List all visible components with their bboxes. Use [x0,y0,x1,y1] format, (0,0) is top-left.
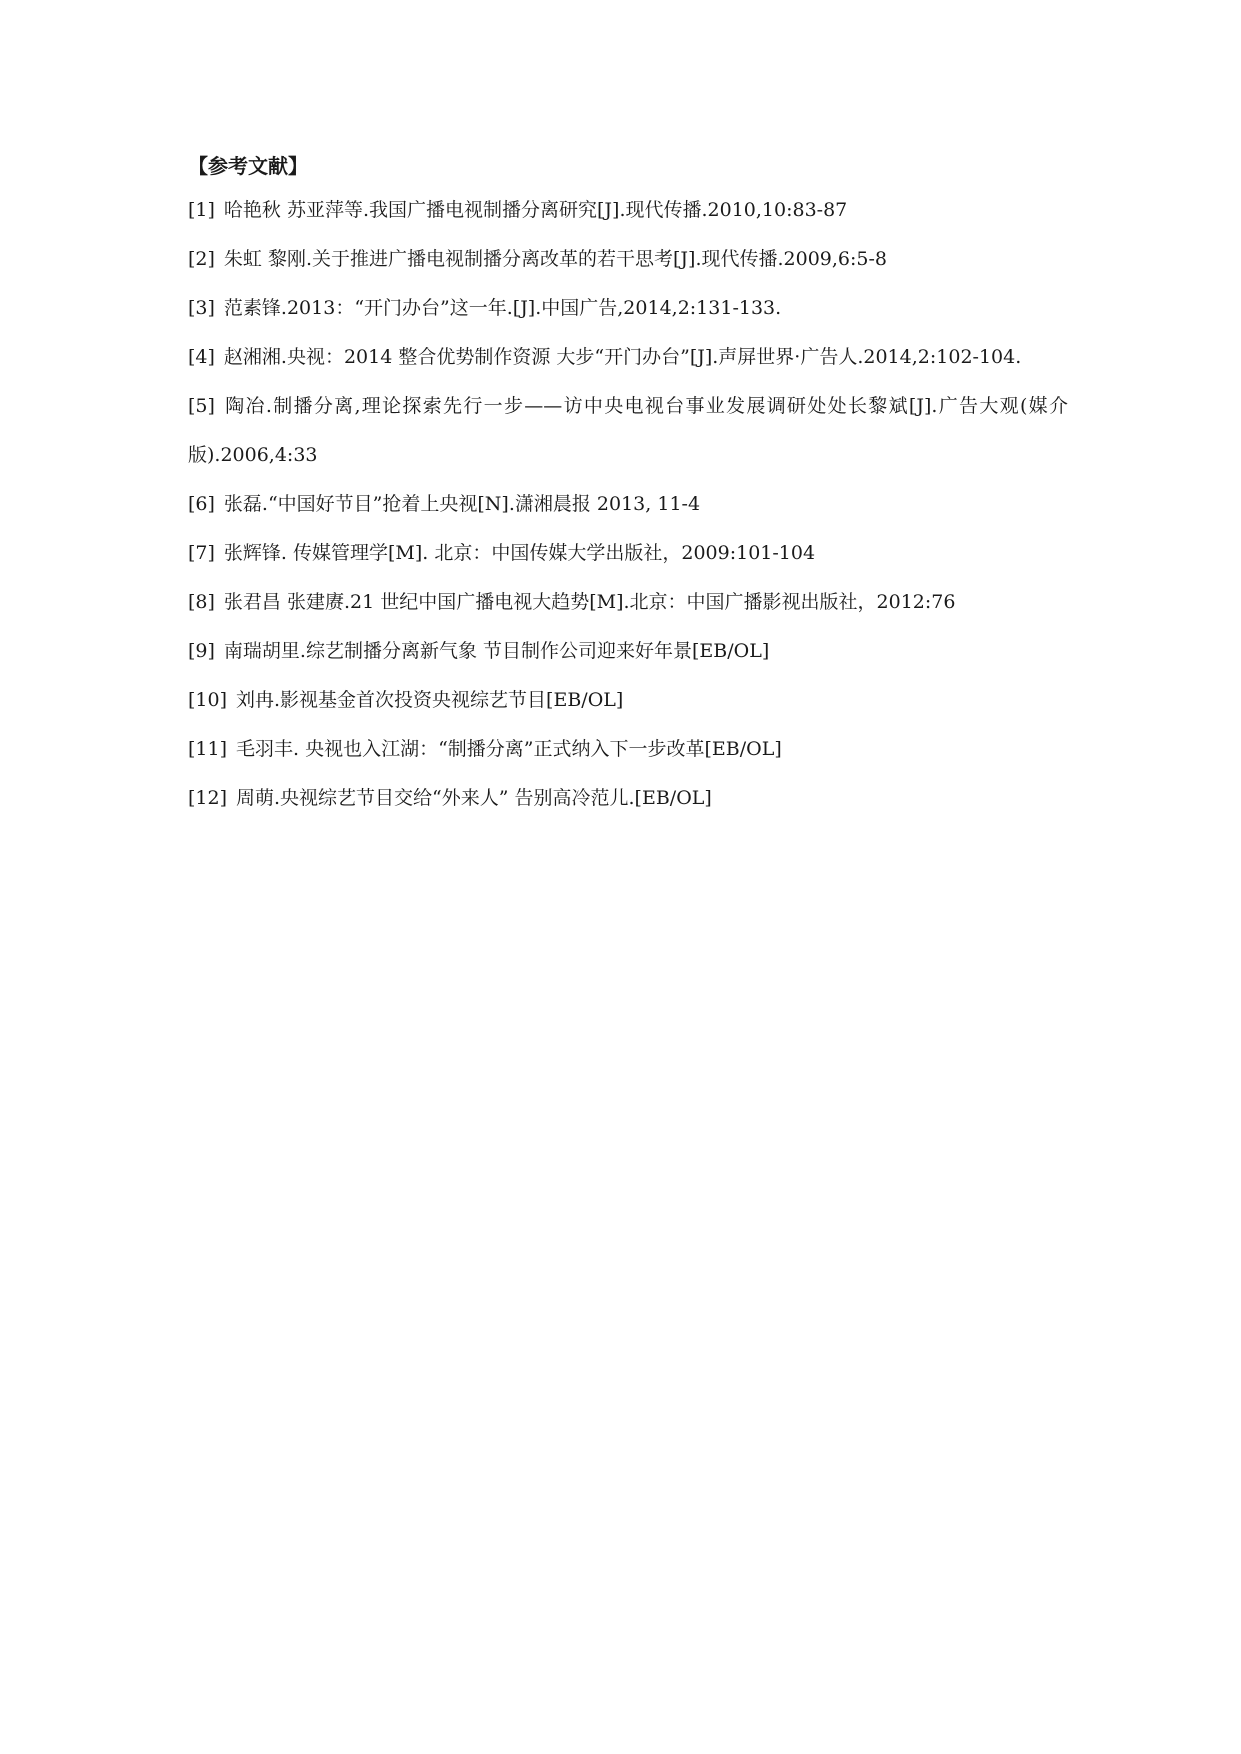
reference-text: 周萌.央视综艺节目交给“外来人” 告别高冷范儿.[EB/OL] [236,787,712,809]
reference-number: [1] [188,199,215,221]
reference-item [188,725,1068,774]
reference-number: [2] [188,248,215,270]
reference-number: [9] [188,640,215,662]
reference-text: 哈艳秋 苏亚萍等.我国广播电视制播分离研究[J].现代传播.2010,10:83-87 [223,199,848,221]
reference-text: 南瑞胡里.综艺制播分离新气象 节目制作公司迎来好年景[EB/OL] [223,640,770,662]
reference-item [188,186,1068,235]
reference-item [188,333,1068,382]
reference-item [188,529,1068,578]
reference-text: 张君昌 张建赓.21 世纪中国广播电视大趋势[M].北京：中国广播影视出版社，2012:76 [223,591,956,613]
reference-number: [3] [188,297,215,319]
reference-item [188,235,1068,284]
reference-text: 陶冶.制播分离,理论探索先行一步——访中央电视台事业发展调研处处长黎斌[J].广告大观(媒介版).2006,4:33 [188,395,1068,466]
reference-text: 赵湘湘.央视：2014 整合优势制作资源 大步“开门办台”[J].声屏世界·广告人.2014,2:102-104. [223,346,1022,368]
reference-text: 朱虹 黎刚.关于推进广播电视制播分离改革的若干思考[J].现代传播.2009,6:5-8 [223,248,888,270]
reference-number: [6] [188,493,215,515]
reference-item [188,578,1068,627]
reference-number: [11] [188,738,228,760]
reference-item [188,676,1068,725]
reference-number: [5] [188,395,215,417]
reference-text: 范素锋.2013：“开门办台”这一年.[J].中国广告,2014,2:131-133. [223,297,782,319]
reference-number: [8] [188,591,215,613]
reference-item [188,382,1068,480]
reference-number: [10] [188,689,228,711]
reference-text: 毛羽丰. 央视也入江湖：“制播分离”正式纳入下一步改革[EB/OL] [236,738,782,760]
reference-text: 刘冉.影视基金首次投资央视综艺节目[EB/OL] [236,689,624,711]
reference-number: [7] [188,542,215,564]
reference-item [188,480,1068,529]
reference-list [188,146,1068,823]
reference-text: 张辉锋. 传媒管理学[M]. 北京：中国传媒大学出版社，2009:101-104 [223,542,816,564]
reference-number: [4] [188,346,215,368]
reference-item [188,284,1068,333]
reference-item [188,627,1068,676]
references-heading: 【参考文献】 [188,154,308,178]
reference-text: 张磊.“中国好节目”抢着上央视[N].潇湘晨报 2013, 11-4 [223,493,701,515]
reference-item [188,774,1068,823]
reference-number: [12] [188,787,228,809]
